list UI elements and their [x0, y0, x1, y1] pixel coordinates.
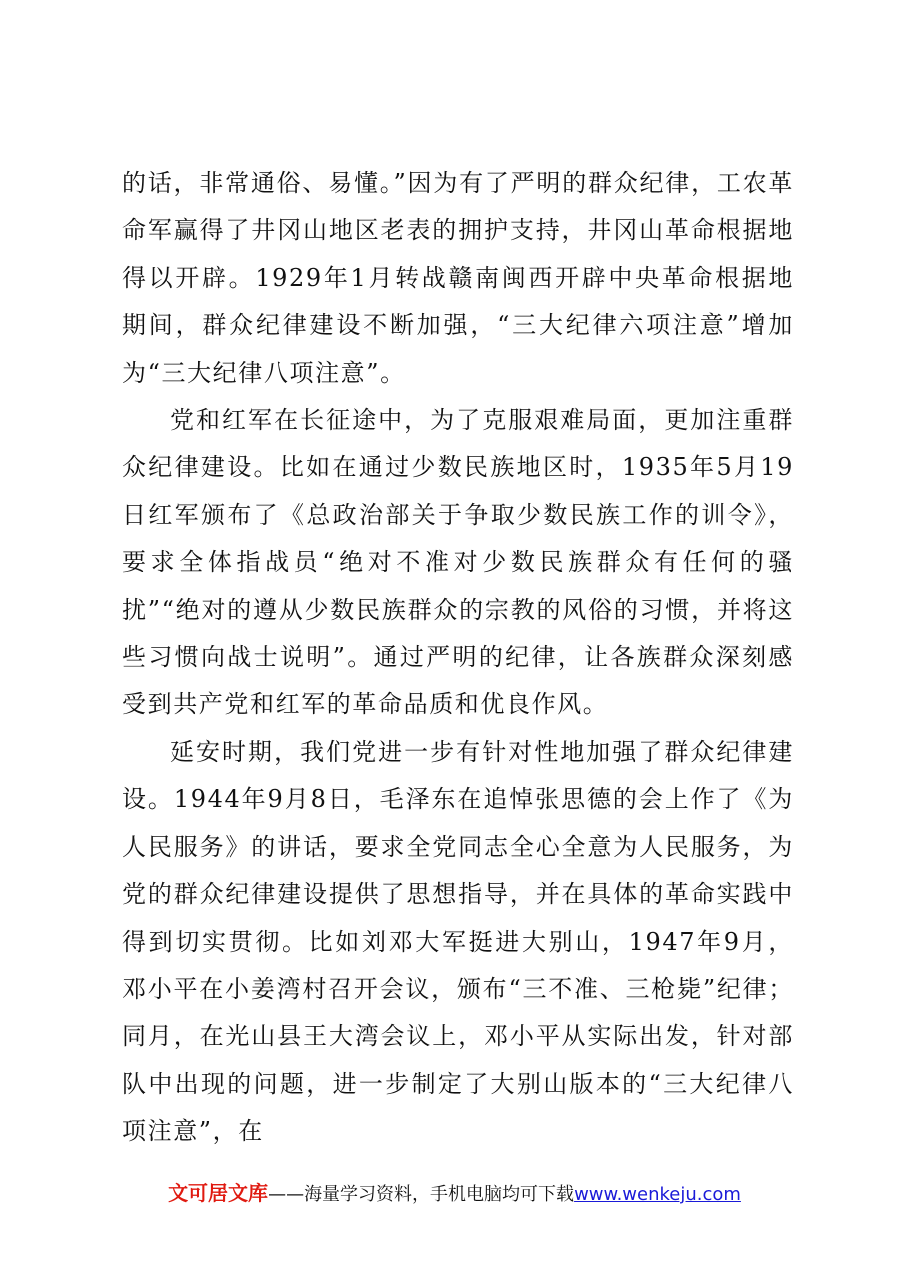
paragraph-1: 的话，非常通俗、易懂。”因为有了严明的群众纪律，工农革命军赢得了井冈山地区老表的拥护支持，井冈山革命根据地得以开辟。1929年1月转战赣南闽西开辟中央革命根据地期间，群众纪律建设不断加强，“三大纪律六项注意”增加为“三大纪律八项注意”。 [122, 169, 794, 387]
footer-dash: —— [268, 1184, 305, 1205]
document-body [122, 160, 794, 1156]
footer-brand: 文可居文库 [168, 1181, 269, 1205]
page-footer [0, 1180, 909, 1208]
paragraph-2: 党和红军在长征途中，为了克服艰难局面，更加注重群众纪律建设。比如在通过少数民族地区时，1935年5月19日红军颁布了《总政治部关于争取少数民族工作的训令》，要求全体指战员“绝对不准对少数民族群众有任何的骚扰”“绝对的遵从少数民族群众的宗教的风俗的习惯，并将这些习惯向战士说明”。通过严明的纪律，让各族群众深刻感受到共产党和红军的革命品质和优良作风。 [122, 406, 794, 719]
paragraph-3: 延安时期，我们党进一步有针对性地加强了群众纪律建设。1944年9月8日，毛泽东在追悼张思德的会上作了《为人民服务》的讲话，要求全党同志全心全意为人民服务，为党的群众纪律建设提供了思想指导，并在具体的革命实践中得到切实贯彻。比如刘邓大军挺进大别山，1947年9月，邓小平在小姜湾村召开会议，颁布“三不准、三枪毙”纪律；同月，在光山县王大湾会议上，邓小平从实际出发，针对部队中出现的问题，进一步制定了大别山版本的“三大纪律八项注意”，在 [122, 737, 794, 1146]
footer-tagline: 海量学习资料，手机电脑均可下载 [304, 1184, 575, 1205]
footer-website-link[interactable]: www.wenkeju.com [574, 1184, 741, 1205]
